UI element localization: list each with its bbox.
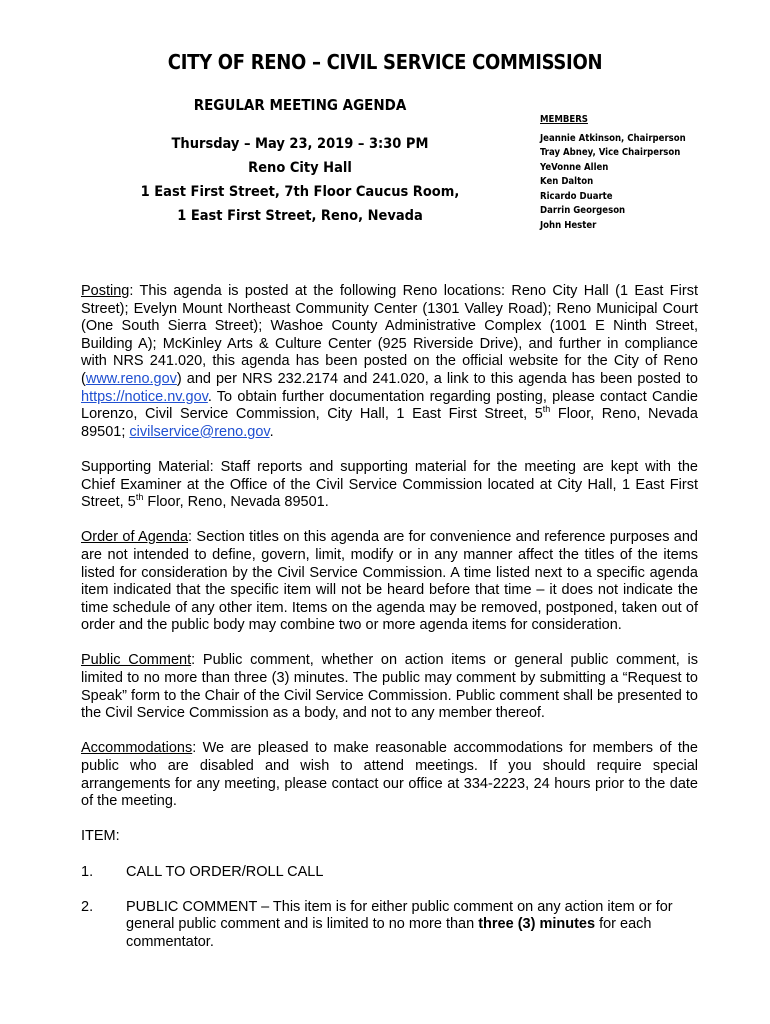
posting-label: Posting bbox=[81, 283, 130, 299]
public-comment-text: : Public comment, whether on action items or general public comment, is limited to no more than three (3) minutes. The public may comment by submitting a “Request to Speak” form to the Chair of the Civil Service Commission. Public comment shall be presented to the Civil Service Commission as a body, and not to any member thereof. bbox=[81, 652, 698, 722]
posting-text: . bbox=[269, 423, 274, 440]
page-title: CITY OF RENO – CIVIL SERVICE COMMISSION bbox=[167, 50, 603, 74]
members-heading: MEMBERS bbox=[540, 114, 588, 125]
email-link[interactable]: civilservice@reno.gov bbox=[129, 423, 270, 440]
member-item: Tray Abney, Vice Chairperson bbox=[540, 147, 681, 158]
supporting-text: Supporting Material: Staff reports and supporting material for the meeting are kept with the Chief Examiner at the Office of the Civil Service Commission located at City Hall, 1 East First Street, 5 bbox=[81, 458, 698, 511]
items-heading: ITEM: bbox=[81, 828, 120, 845]
meeting-date-time: Thursday – May 23, 2019 – 3:30 PM bbox=[171, 136, 429, 152]
members-list bbox=[540, 132, 686, 234]
meeting-header bbox=[120, 96, 480, 228]
notice-nv-link[interactable]: https://notice.nv.gov bbox=[81, 388, 208, 405]
item-text-bold: three (3) minutes bbox=[478, 916, 596, 933]
reno-website-link[interactable]: www.reno.gov bbox=[85, 370, 177, 387]
accommodations-paragraph bbox=[81, 740, 698, 810]
members-block bbox=[540, 113, 686, 233]
accommodations-text: : We are pleased to make reasonable accommodations for members of the public who are disabled and wish to attend meetings. If you should require special arrangements for any meeting, please contact our office at 334-2223, 24 hours prior to the date of the meeting. bbox=[81, 740, 698, 810]
agenda-item bbox=[81, 864, 698, 882]
public-comment-label: Public Comment bbox=[81, 652, 192, 669]
member-item: YeVonne Allen bbox=[540, 161, 609, 173]
member-item: Jeannie Atkinson, Chairperson bbox=[540, 132, 686, 144]
order-text: : Section titles on this agenda are for convenience and reference purposes and are not intended to define, govern, limit, modify or in any manner affect the titles of the items listed for consideration by the Civil Service Commission. A time listed next to a specific agenda item indicated that the specific item will not be heard before that time – it does not indicate the time schedule of any other item. Items on the agenda may be removed, postponed, taken out of order and the public body may combine two or more agenda items for consideration. bbox=[81, 529, 698, 634]
meeting-address: 1 East First Street, Reno, Nevada bbox=[177, 208, 423, 224]
posting-text: : This agenda is posted at the following Reno locations: Reno City Hall (1 East First Street); Evelyn Mount Northeast Community Center (1301 Valley Road); Reno Municipal Court (One South Sierra Street); Washoe County Administrative Complex (1001 E Ninth Street, Building A); McKinley Arts & Culture Center (925 Riverside Drive), and further in compliance with NRS 241.020, this agenda has been posted on the official website for the City of Reno ( bbox=[81, 283, 698, 387]
posting-text: Floor, Reno, Nevada 89501; bbox=[81, 406, 698, 440]
meeting-location: Reno City Hall bbox=[248, 160, 352, 176]
member-item: John Hester bbox=[540, 219, 597, 231]
order-of-agenda-paragraph bbox=[81, 529, 698, 635]
order-label: Order of Agenda bbox=[81, 529, 189, 546]
item-number: 1. bbox=[81, 863, 94, 880]
meeting-room: 1 East First Street, 7th Floor Caucus Room, bbox=[140, 184, 460, 200]
supporting-text: Floor, Reno, Nevada 89501. bbox=[143, 494, 329, 511]
member-item: Ricardo Duarte bbox=[540, 190, 613, 202]
member-item: Ken Dalton bbox=[540, 176, 594, 187]
member-item: Darrin Georgeson bbox=[540, 205, 626, 216]
item-text bbox=[126, 899, 698, 952]
posting-paragraph bbox=[81, 283, 698, 441]
item-text: CALL TO ORDER/ROLL CALL bbox=[126, 863, 324, 880]
agenda-item bbox=[81, 899, 698, 952]
posting-text: ) and per NRS 232.2174 and 241.020, a link to this agenda has been posted to bbox=[176, 370, 698, 387]
agenda-title: REGULAR MEETING AGENDA bbox=[193, 96, 407, 114]
posting-text: . To obtain further documentation regarding posting, please contact Candie Lorenzo, Civil Service Commission, City Hall, 1 East First Street, 5 bbox=[81, 388, 698, 423]
ordinal-suffix: th bbox=[542, 404, 551, 415]
item-number: 2. bbox=[81, 898, 94, 915]
item-text-part: for each commentator. bbox=[126, 916, 652, 950]
agenda-body bbox=[81, 283, 698, 969]
ordinal-suffix: th bbox=[135, 492, 144, 503]
item-text-part: PUBLIC COMMENT – This item is for either public comment on any action item or for general public comment and is limited to no more than bbox=[126, 898, 673, 933]
public-comment-paragraph bbox=[81, 652, 698, 722]
supporting-material-paragraph bbox=[81, 459, 698, 512]
accommodations-label: Accommodations bbox=[81, 740, 193, 757]
